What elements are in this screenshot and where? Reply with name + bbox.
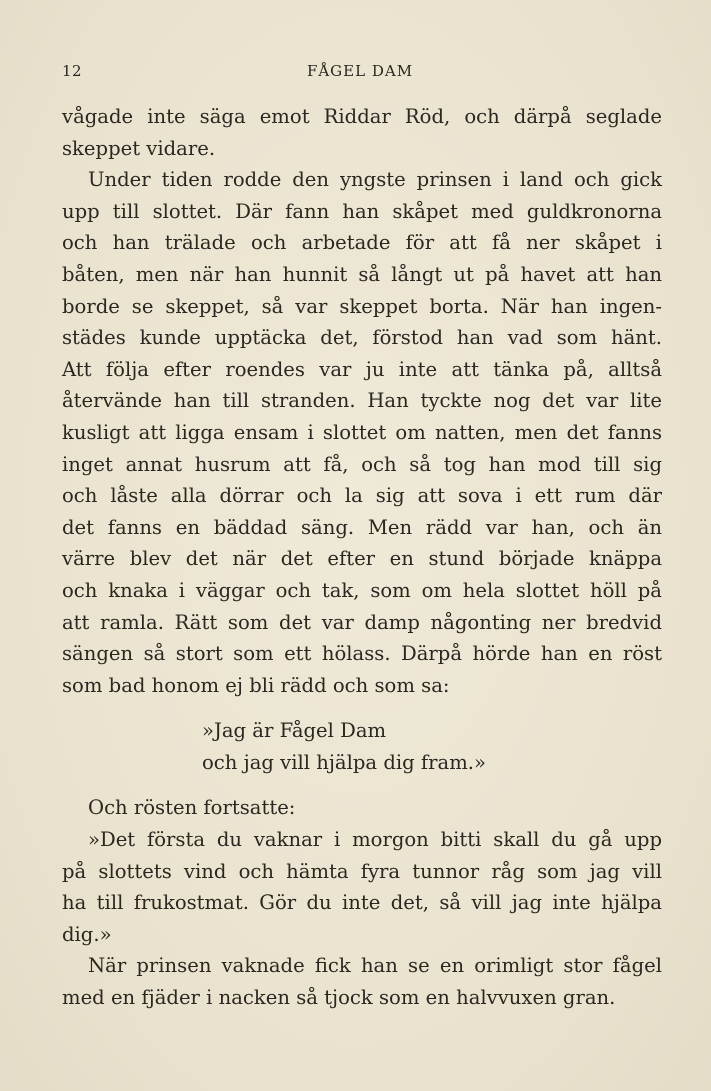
- text-line: med en fjäder i nacken så tjock som en halvvuxen gran.: [62, 986, 616, 1010]
- running-title: FÅGEL DAM: [306, 62, 414, 80]
- text-line: och knaka i väggar och tak, som om hela slottet höll på: [62, 578, 662, 602]
- text-line: Och rösten fortsatte:: [88, 796, 296, 820]
- verse-line: »Jag är Fågel Dam: [202, 719, 387, 743]
- text-line: inget annat husrum att få, och så tog han mod till sig: [62, 452, 662, 476]
- text-line: När prinsen vaknade fick han se en orimligt stor fågel: [88, 954, 662, 978]
- text-line: upp till slottet. Där fann han skåpet med guldkronorna: [62, 199, 662, 223]
- text-line: som bad honom ej bli rädd och som sa:: [62, 673, 450, 697]
- text-line: återvände han till stranden. Han tyckte nog det var lite: [62, 389, 662, 413]
- text-line: att ramla. Rätt som det var damp någonting ner bredvid: [62, 610, 662, 634]
- text-line: dig.»: [62, 922, 112, 946]
- text-line: båten, men när han hunnit så långt ut på havet att han: [62, 262, 662, 286]
- text-line: kusligt att ligga ensam i slottet om natten, men det fanns: [62, 420, 662, 444]
- text-line: Under tiden rodde den yngste prinsen i land och gick: [88, 168, 662, 192]
- text-line: skeppet vidare.: [62, 136, 216, 160]
- text-line: på slottets vind och hämta fyra tunnor råg som jag vill: [62, 859, 662, 883]
- page-number: 12: [62, 62, 83, 80]
- verse-line: och jag vill hjälpa dig fram.»: [202, 750, 487, 774]
- text-line: ha till frukostmat. Gör du inte det, så vill jag inte hjälpa: [62, 891, 662, 915]
- text-line: det fanns en bäddad säng. Men rädd var han, och än: [62, 515, 662, 539]
- text-line: »Det första du vaknar i morgon bitti skall du gå upp: [88, 828, 662, 852]
- body-text: [62, 101, 662, 1014]
- text-line: borde se skeppet, så var skeppet borta. När han ingen-: [62, 294, 662, 318]
- text-line: och låste alla dörrar och la sig att sova i ett rum där: [62, 484, 662, 508]
- text-line: Att följa efter roendes var ju inte att tänka på, alltså: [62, 357, 662, 381]
- verse-block: [62, 715, 662, 778]
- text-line: värre blev det när det efter en stund började knäppa: [62, 547, 662, 571]
- text-line: sängen så stort som ett hölass. Därpå hörde han en röst: [62, 642, 662, 666]
- text-line: vågade inte säga emot Riddar Röd, och därpå seglade: [62, 105, 662, 128]
- running-head: [62, 62, 658, 86]
- text-line: städes kunde upptäcka det, förstod han vad som hänt.: [62, 326, 662, 350]
- text-line: och han trälade och arbetade för att få ner skåpet i: [62, 231, 662, 255]
